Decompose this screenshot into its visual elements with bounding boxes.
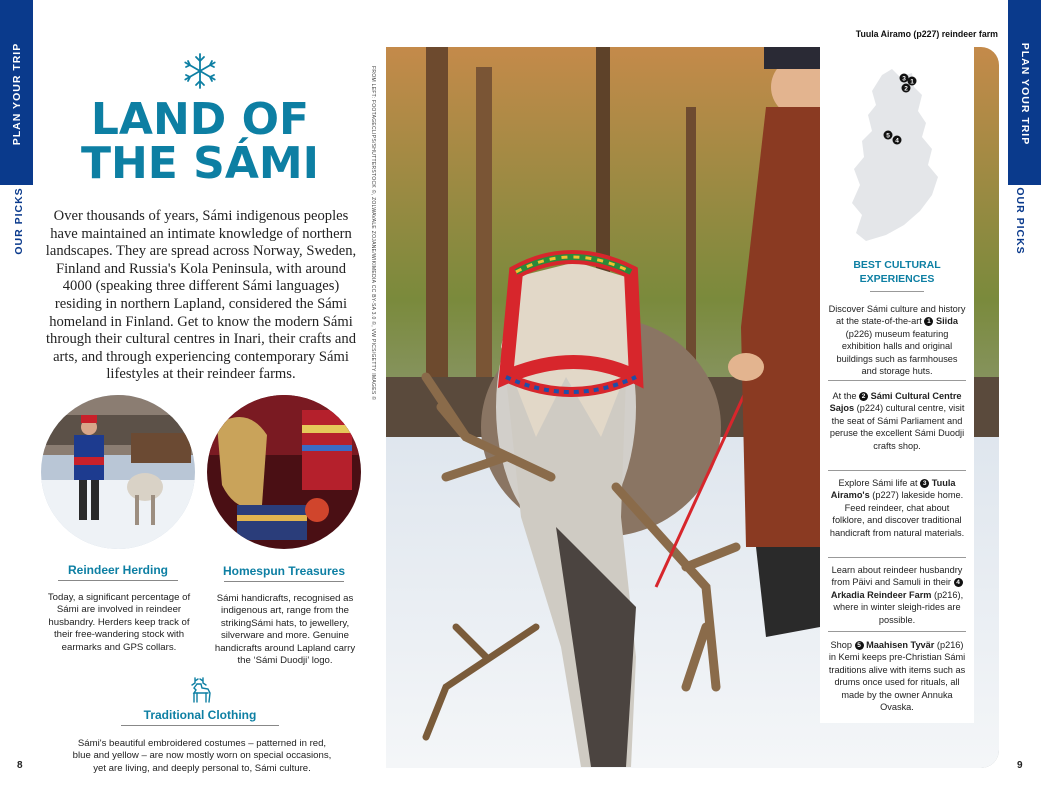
sidebar-divider [828,631,966,632]
best-cultural-experiences-panel [820,47,974,723]
homespun-treasures-heading: Homespun Treasures [222,564,346,578]
reindeer-herding-heading: Reindeer Herding [67,563,169,577]
experience-name-3: Tuula Airamo's [830,478,956,501]
traditional-clothing-divider [121,725,279,726]
intro-paragraph: Over thousands of years, Sámi indigenous peoples have maintained an intimate knowledge of northern landscapes. They are spread across Norway, Sweden, Finland and Russia's Kola Peninsula, with around 4000 (speaking three different Sámi languages) residing in northern Lapland, considered the Sámi homeland in Finland. Get to know the modern Sámi through their cultural centres in Inari, their crafts and arts, and through experiencing contemporary Sámi lifestyles at their reindeer farms. [45,208,357,383]
svg-text:1: 1 [910,78,914,86]
page-number-right: 9 [1017,760,1023,771]
title-line-1: LAND OF [90,94,310,145]
plan-your-trip-label-left: PLAN YOUR TRIP [11,42,23,146]
experience-name-1: Siida [935,316,958,327]
homespun-treasures-text: Sámi handicrafts, recognised as indigenous art, range from the strikingSámi hats, to jewellery, silverware and more. Genuine handicrafts around Lapland carry the ‘Sámi Duodji’ logo. [214,593,356,667]
svg-text:5: 5 [886,132,890,140]
map-marker-5 [884,131,893,140]
svg-text:2: 2 [904,85,908,93]
marker-badge-4: 4 [954,578,963,587]
marker-badge-2: 2 [859,392,868,401]
page-title [60,94,340,189]
photo-location-label: Tuula Airamo (p227) reindeer farm [855,29,998,39]
homespun-treasures-photo [207,395,361,549]
experience-item-5: Shop 5 Maahisen Tyvär (p216) in Kemi keeps pre-Christian Sámi traditions alive with items such as drums once used for rituals, all made by the owner Annuka Ovaska. [828,640,966,713]
reindeer-icon [186,676,214,704]
sidebar-title-line-2: EXPERIENCES [859,272,935,285]
sidebar-title [820,259,974,286]
map-marker-2 [902,84,911,93]
title-line-2: THE SÁMI [80,138,320,189]
sidebar-divider [828,380,966,381]
map-marker-3 [900,74,909,83]
our-picks-label-left: OUR PICKS [13,187,25,255]
section-tab-right [1008,0,1041,185]
page-number-left: 8 [17,760,23,771]
svg-text:4: 4 [895,137,899,145]
svg-text:3: 3 [902,75,906,83]
photo-credit: FROM LEFT: FOOTAGECLIPS/SHUTTERSTOCK ©, ZOLWAVALE ZOJANE/WIKIMEDIA CC BY-SA 3.0 ©, VW PICS/GETTY IMAGES © [370,66,376,401]
traditional-clothing-heading: Traditional Clothing [143,708,257,722]
map-marker-4 [893,136,902,145]
experience-item-4: Learn about reindeer husbandry from Päivi and Samuli in their 4 Arkadia Reindeer Farm (p216), where in winter sleigh-rides are possible. [830,565,964,625]
finland-map [842,65,954,247]
experience-name-4: Arkadia Reindeer Farm [830,589,932,600]
homespun-treasures-divider [224,581,344,582]
marker-badge-5: 5 [855,641,864,650]
reindeer-herding-divider [58,580,178,581]
traditional-clothing-text: Sámi's beautiful embroidered costumes – patterned in red, blue and yellow – are now mostly worn on special occasions, yet are living, and deeply personal to, Sámi culture. [72,738,332,774]
experience-item-3: Explore Sámi life at 3 Tuula Airamo's (p227) lakeside home. Feed reindeer, chat about folklore, and discover traditional handicraft from natural materials. [829,478,965,538]
reindeer-herding-text: Today, a significant percentage of Sámi are involved in reindeer husbandry. Herders keep track of their free-wandering stock with earmarks and GPS collars. [47,592,191,653]
reindeer-herding-photo [41,395,195,549]
marker-badge-1: 1 [924,317,933,326]
map-marker-1 [908,77,917,86]
experience-item-2: At the 2 Sámi Cultural Centre Sajos (p224) cultural centre, visit the seat of Sámi Parliament and peruse the excellent Sámi Duodji crafts shop. [829,391,965,451]
sidebar-title-line-1: BEST CULTURAL [853,259,941,271]
sidebar-divider [828,470,966,471]
snowflake-icon [181,52,219,90]
sidebar-divider [828,557,966,558]
plan-your-trip-label-right: PLAN YOUR TRIP [1019,42,1031,146]
marker-badge-3: 3 [920,479,929,488]
experience-name-5: Maahisen Tyvär [866,640,935,650]
section-tab-left [0,0,33,185]
experience-name-2: Sámi Cultural Centre Sajos [829,391,962,414]
our-picks-label-right: OUR PICKS [1014,187,1026,255]
sidebar-title-divider [870,291,924,292]
experience-item-1: Discover Sámi culture and history at the state-of-the-art 1 Siida (p226) museum featuring exhibition halls and original buildings such as farmhouses and storage huts. [828,304,966,377]
